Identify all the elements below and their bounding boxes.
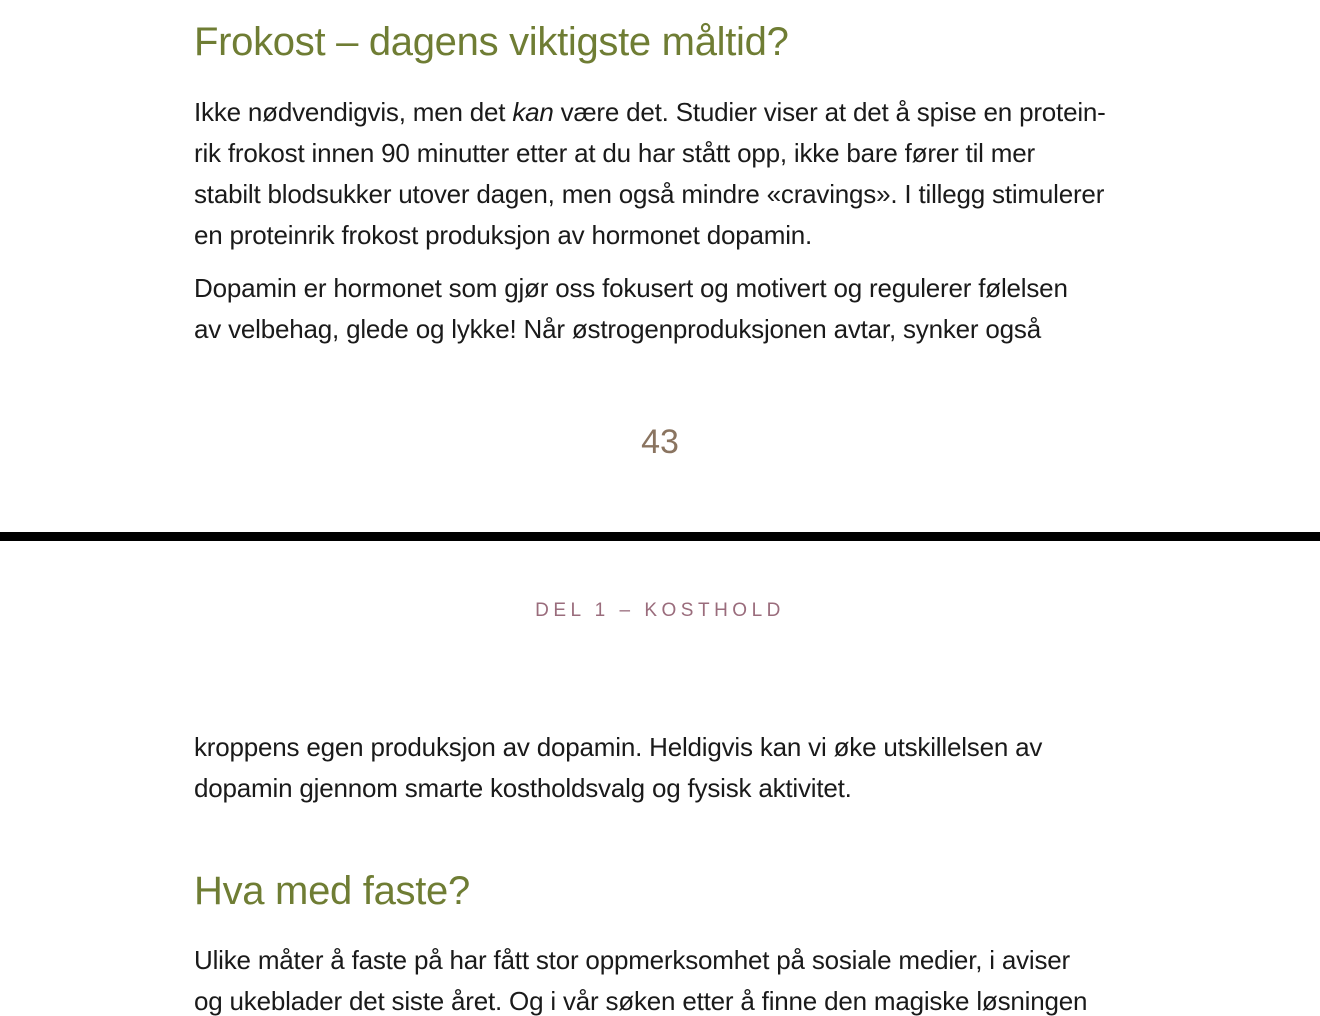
text-line: og ukeblader det siste året. Og i vår søken etter å finne den magiske løsningen	[194, 986, 1088, 1016]
page-number: 43	[641, 423, 679, 461]
text-line: kroppens egen produksjon av dopamin. Heldigvis kan vi øke utskillelsen av	[194, 732, 1043, 762]
text-line: dopamin gjennom smarte kostholdsvalg og fysisk aktivitet.	[194, 773, 852, 803]
page-break-divider	[0, 532, 1320, 541]
paragraph-frokost-intro	[194, 92, 1134, 256]
running-header: DEL 1 – KOSTHOLD	[535, 600, 785, 621]
text-line: Ikke nødvendigvis, men det kan være det. Studier viser at det å spise en protein-	[194, 97, 1106, 127]
text-line: av velbehag, glede og lykke! Når østrogenproduksjonen avtar, synker også	[194, 314, 1041, 344]
paragraph-dopamin	[194, 268, 1134, 350]
paragraph-dopamin-continued	[194, 727, 1134, 809]
text-line: rik frokost innen 90 minutter etter at du har stått opp, ikke bare fører til mer	[194, 138, 1035, 168]
section-heading-frokost: Frokost – dagens viktigste måltid?	[194, 20, 789, 64]
text-line: en proteinrik frokost produksjon av hormonet dopamin.	[194, 220, 813, 250]
text-line: stabilt blodsukker utover dagen, men også mindre «cravings». I tillegg stimulerer	[194, 179, 1105, 209]
paragraph-faste	[194, 940, 1134, 1016]
text-line: Ulike måter å faste på har fått stor oppmerksomhet på sosiale medier, i aviser	[194, 945, 1071, 975]
section-heading-faste: Hva med faste?	[194, 869, 470, 913]
text-line: Dopamin er hormonet som gjør oss fokusert og motivert og regulerer følelsen	[194, 273, 1068, 303]
emphasis-kan: kan	[512, 97, 554, 127]
